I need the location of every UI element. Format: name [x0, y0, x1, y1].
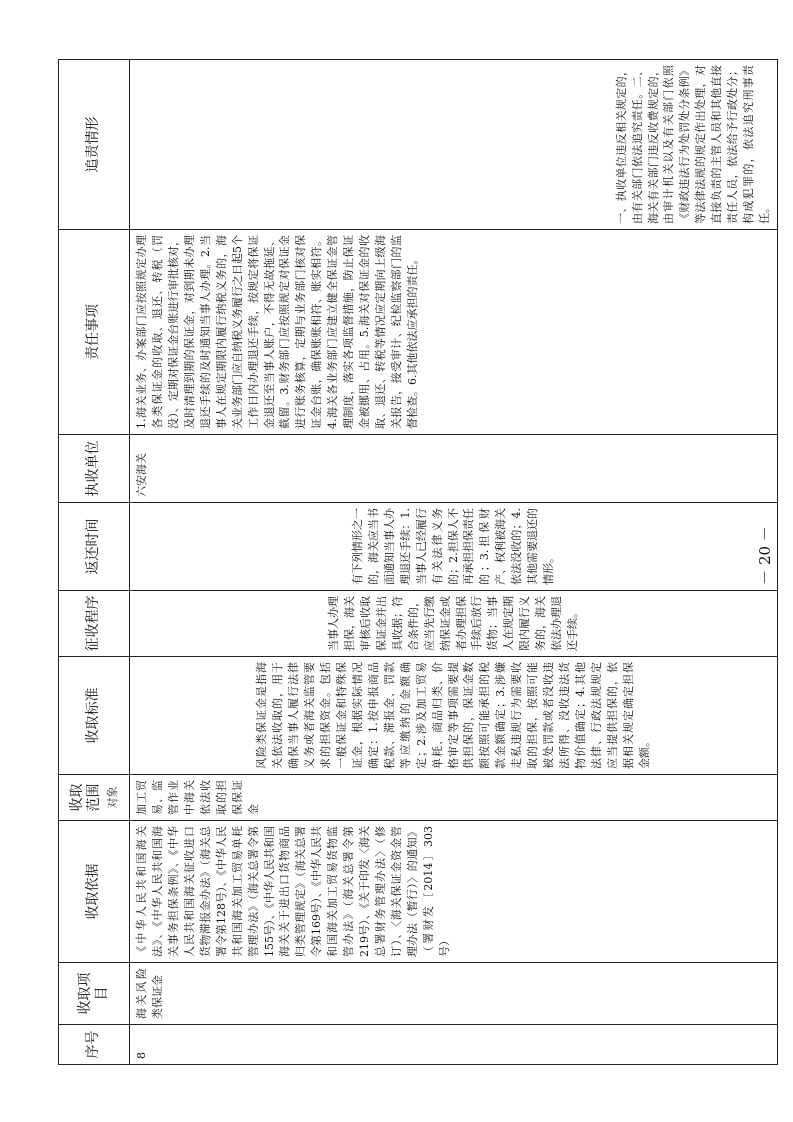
table-header-row [59, 60, 130, 1065]
header-scope-sub: 对象 [105, 786, 119, 809]
table-row [130, 60, 778, 1065]
cell-standard: 风险类保证金是指海关依法收取的，用于确保当事人履行法律义务或者海关监管要求的担保资金。包括一般保证金和特殊保证金，根据实际情况确定：1.按申报商品税款、滞报金、罚款等应缴纳的金额确定；2.涉及加工贸易单耗、商品归类、价格审定等事项需要提供担保的，保证金数额按照可能承担的税款金额确定；3.涉嫌走私违规行为需要收取的担保，按照可能被处罚款或者没收违法所得、没收违法货物价值确定；4.其他法律、行政法规规定应当提供担保的，依据相关规定确定担保金额。 [130, 657, 778, 775]
cell-procedure: 当事人办理担保，海关审核后收取保证金并出具收据；符合条件的，应当先行缴纳保证金或者办理担保手续后放行货物；当事人在规定期限内履行义务的，海关依法办理退还手续。 [130, 591, 778, 657]
page-number: － 20 － [755, 526, 774, 585]
rotated-table-page [58, 60, 778, 1065]
cell-accountability: 一、执收单位违反相关规定的，由有关部门依法追究责任。二、海关有关部门违反收费规定的，由审计机关以及有关部门依照《财政违法行为处罚处分条例》等法律法规的规定作出处理，对直接负责的主管人员和其他直接责任人员，依法给予行政处分；构成犯罪的，依法追究刑事责任。 [130, 60, 778, 230]
cell-seq: 8 [130, 1025, 778, 1065]
cell-item: 海关风险类保证金 [130, 963, 778, 1025]
header-seq: 序号 [59, 1025, 130, 1065]
header-accountability: 追责情形 [59, 60, 130, 230]
header-scope [59, 775, 130, 821]
cell-duty: 1.海关业务、办案部门应按照规定办理各类保证金的收取、退还、转税（罚没）、定期对保证金台账进行审批核对，及时清理到期的保证金，对到期未办理退还手续的及时通知当事人办理。2.当事人在规定期限内履行纳税义务的，海关业务部门应自纳税义务履行之日起5个工作日内办理退还手续，按规定将保证金退还至当事人账户，不得无故拖延、截留。3.财务部门应按照规定对保证金进行账务核算，定期与业务部门核对保证金台账，确保账账相符、账实相符。4.海关各业务部门应建立健全保证金管理制度，落实各项监督措施，防止保证金被挪用、占用。5.海关对保证金的收取、退还、转税等情况应定期向上级海关报告，接受审计、纪检监察部门的监督检查。6.其他依法应承担的责任。 [130, 230, 778, 435]
fee-table [58, 59, 778, 1065]
cell-refund: 有下列情形之一的，海关应当书面通知当事人办理退还手续：1.当事人已经履行有关法律义务的；2.担保人不再承担担保责任的；3.担保财产、权利被海关依法没收的；4.其他需要退还的情形。 [130, 503, 778, 591]
header-scope-label: 收取范围 [68, 783, 103, 812]
cell-scope: 加工贸易、监管作业中海关依法收取的担保保证金 [130, 775, 778, 821]
header-duty: 责任事项 [59, 230, 130, 435]
header-unit: 执收单位 [59, 435, 130, 503]
header-item: 收取项目 [59, 963, 130, 1025]
header-procedure: 征收程序 [59, 591, 130, 657]
cell-basis: 《中华人民共和国海关法》、《中华人民共和国海关事务担保条例》、《中华人民共和国海关征收进口货物滞报金办法》（海关总署令第128号）、《中华人民共和国海关加工贸易单耗管理办法》（海关总署令第155号）、《中华人民共和国海关关于进出口货物商品归类管理规定》（海关总署令第169号）、《中华人民共和国海关加工贸易货物监管办法》（海关总署令第219号）、《关于印发〈海关总署财务管理办法〉（修订）、〈海关保证金资金管理办法（暂行）〉的通知》（署财发〔2014〕303号） [130, 821, 778, 963]
header-basis: 收取依据 [59, 821, 130, 963]
cell-unit: 六安海关 [130, 435, 778, 503]
header-standard: 收取标准 [59, 657, 130, 775]
header-refund: 返还时间 [59, 503, 130, 591]
